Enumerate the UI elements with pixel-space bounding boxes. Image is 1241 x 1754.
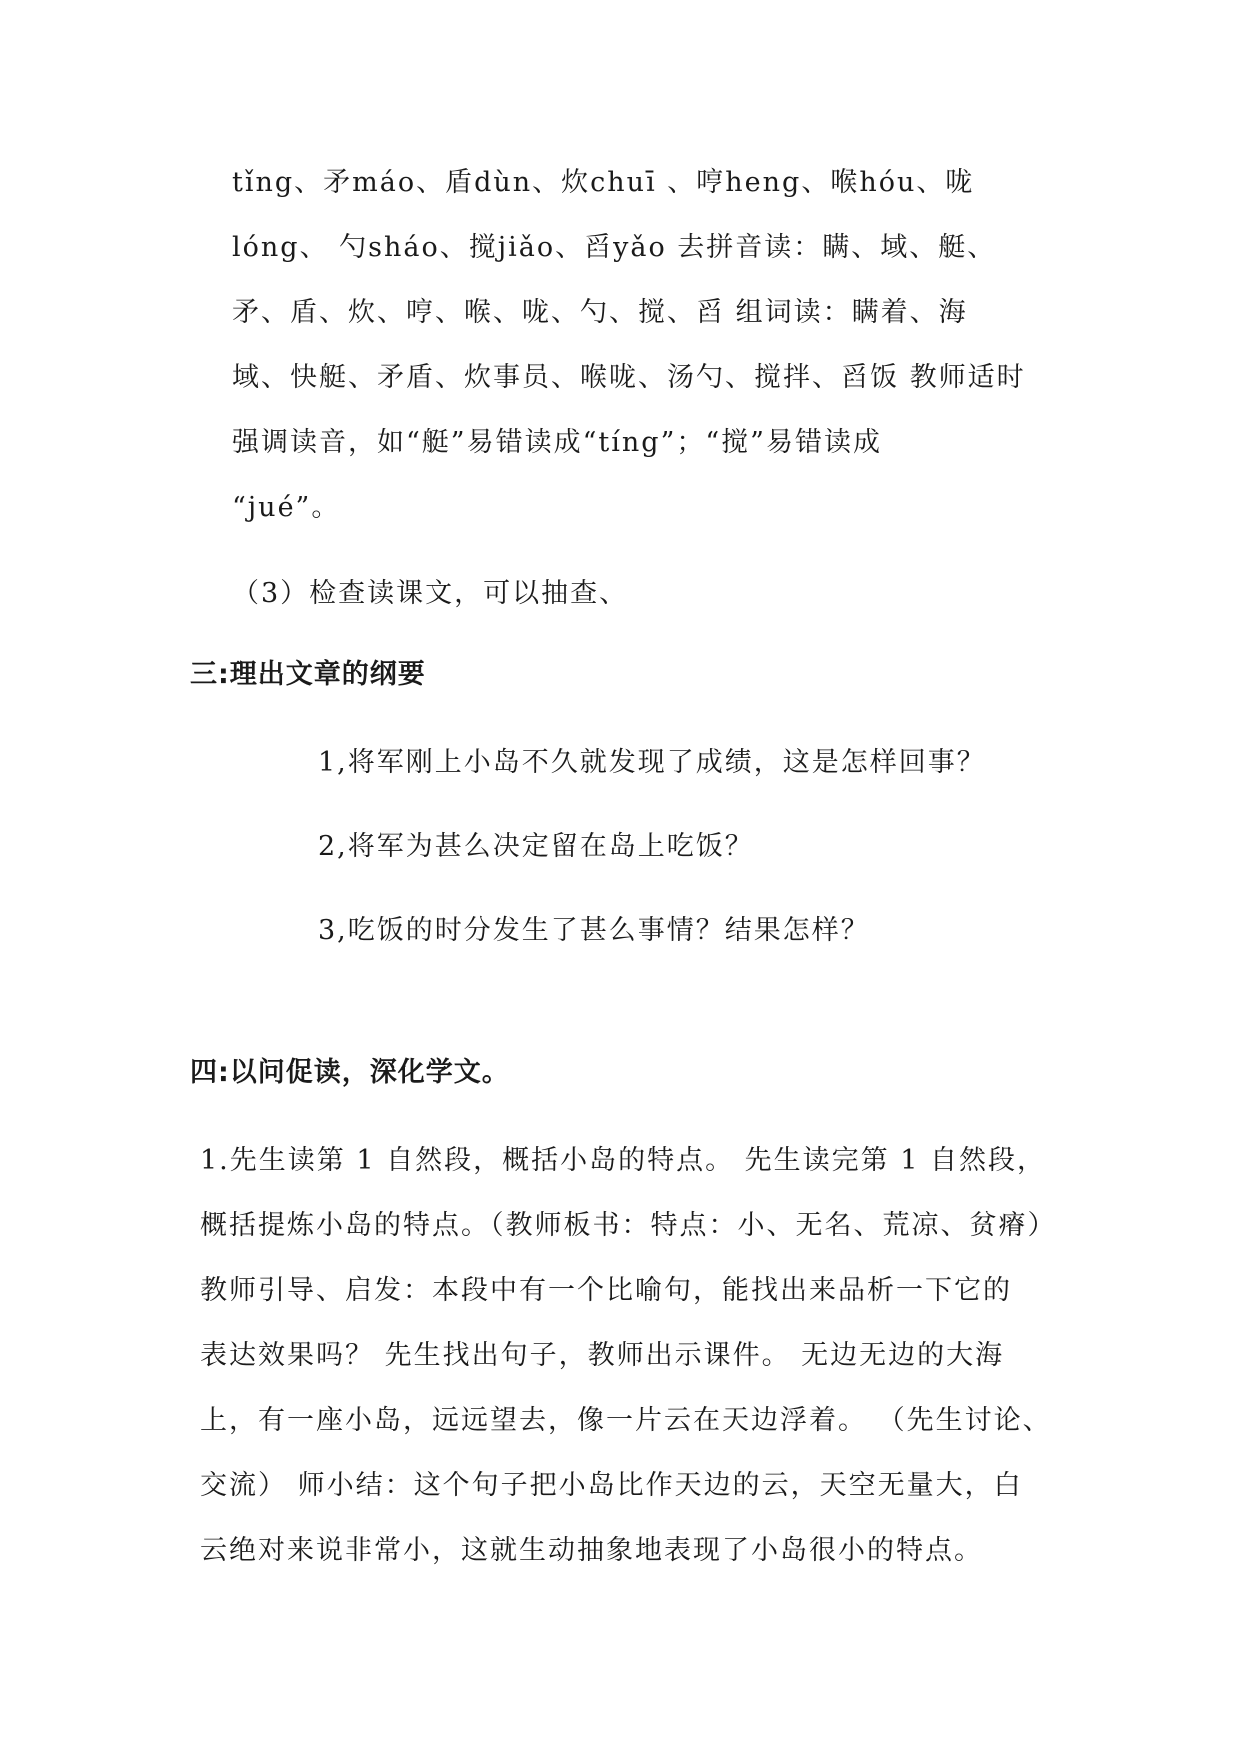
- body-line-7: 云绝对来说非常小，这就生动抽象地表现了小岛很小的特点。: [200, 1535, 983, 1566]
- pinyin-line-3: 矛、盾、炊、哼、喉、咙、勺、搅、舀 组词读：瞒着、海: [232, 297, 968, 328]
- body-line-3: 教师引导、启发：本段中有一个比喻句，能找出来品析一下它的: [200, 1275, 1012, 1306]
- pinyin-line-4: 域、快艇、矛盾、炊事员、喉咙、汤勺、搅拌、舀饭 教师适时: [232, 362, 1026, 393]
- section-4-heading: 四:以问促读，深化学文。: [190, 1057, 510, 1088]
- pinyin-line-6: “jué”。: [232, 492, 341, 523]
- body-line-1: 1.先生读第 1 自然段，概括小岛的特点。 先生读完第 1 自然段，: [200, 1145, 1047, 1176]
- body-line-5: 上，有一座小岛，远远望去，像一片云在天边浮着。 （先生讨论、: [200, 1405, 1052, 1436]
- pinyin-line-2: lóng、 勺sháo、搅jiǎo、舀yǎo 去拼音读：瞒、域、艇、: [232, 232, 997, 263]
- section-3-heading: 三:理出文章的纲要: [190, 659, 426, 690]
- outline-question-1: 1,将军刚上小岛不久就发现了成绩，这是怎样回事？: [318, 747, 986, 778]
- body-line-4: 表达效果吗？ 先生找出句子，教师出示课件。 无边无边的大海: [200, 1340, 1005, 1371]
- body-line-2: 概括提炼小岛的特点。（教师板书：特点：小、无名、荒凉、贫瘠）: [200, 1210, 1057, 1241]
- pinyin-line-1: tǐng、矛máo、盾dùn、炊chuī 、哼heng、喉hóu、咙: [232, 167, 975, 198]
- body-line-6: 交流） 师小结：这个句子把小岛比作天边的云，天空无量大，白: [200, 1470, 1023, 1501]
- step-3-text: （3）检查读课文，可以抽查、: [232, 578, 629, 609]
- outline-question-2: 2,将军为甚么决定留在岛上吃饭？: [318, 831, 754, 862]
- pinyin-line-5: 强调读音，如“艇”易错读成“tíng”；“搅”易错读成: [232, 427, 882, 458]
- outline-question-3: 3,吃饭的时分发生了甚么事情？结果怎样？: [318, 915, 870, 946]
